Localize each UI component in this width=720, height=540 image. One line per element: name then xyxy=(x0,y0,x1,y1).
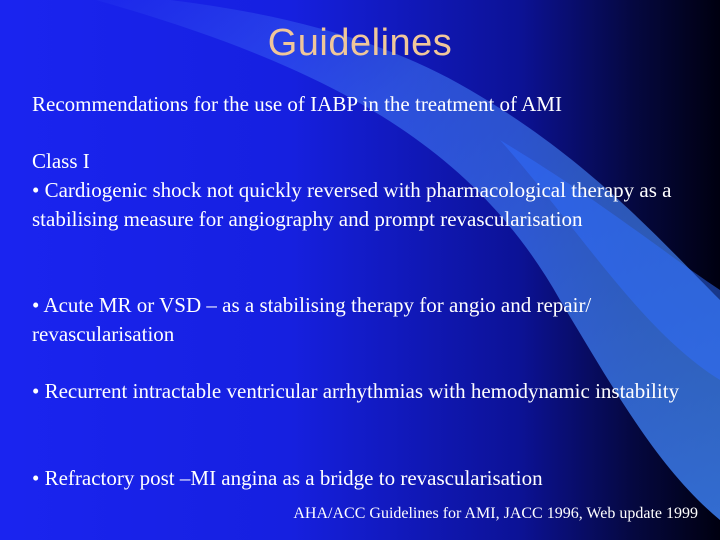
intro-text: Recommendations for the use of IABP in the treatment of AMI xyxy=(32,92,562,116)
bullet-item: • Recurrent intractable ventricular arrhythmias with hemodynamic instability xyxy=(32,379,680,403)
bullet-item: • Acute MR or VSD – as a stabilising therapy for angio and repair/ revascularisation xyxy=(32,293,592,346)
slide-title: Guidelines xyxy=(267,22,453,64)
bullet-item: • Refractory post –MI angina as a bridge to revascularisation xyxy=(32,466,543,490)
citation: AHA/ACC Guidelines for AMI, JACC 1996, Web update 1999 xyxy=(293,505,698,522)
class-label: Class I xyxy=(32,149,90,173)
bullet-item: • Cardiogenic shock not quickly reversed with pharmacological therapy as a stabilising measure for angiography and prompt revascularisation xyxy=(32,178,672,231)
